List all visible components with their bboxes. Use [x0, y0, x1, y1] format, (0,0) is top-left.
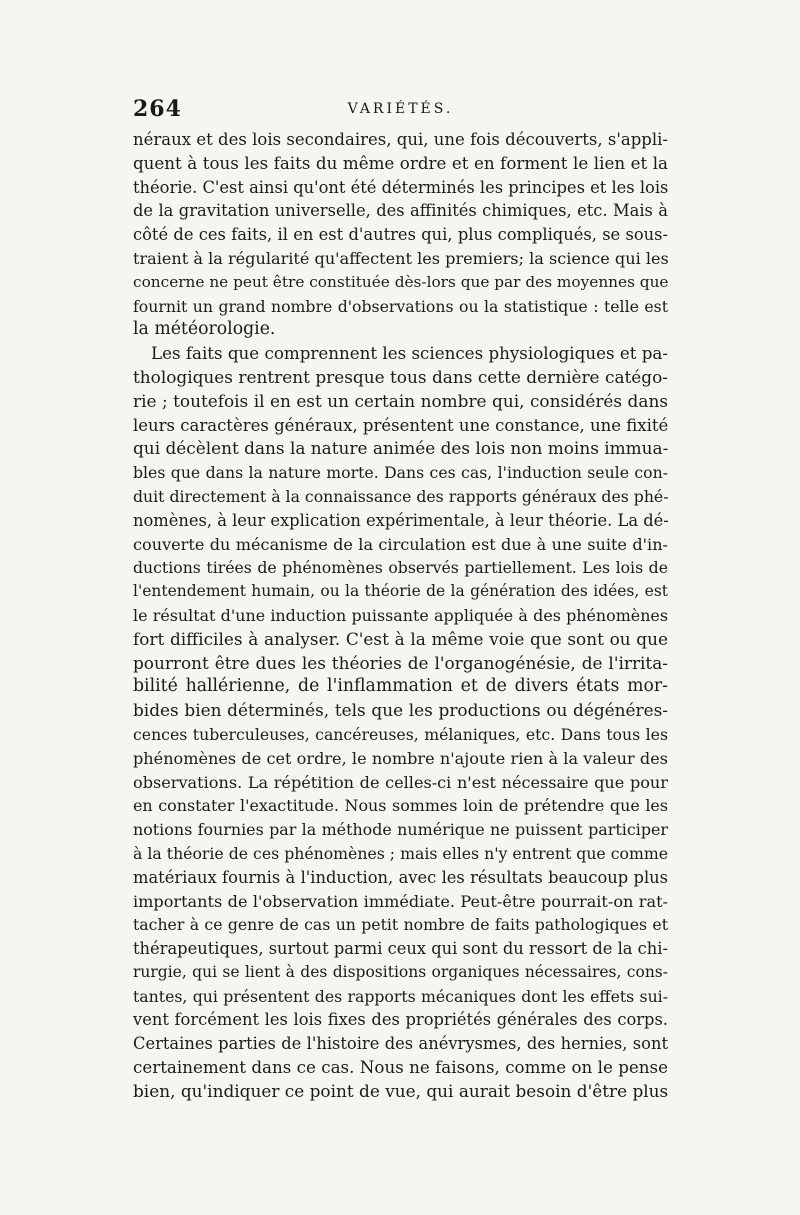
text-line: Certaines parties de l'histoire des anévrysmes, des hernies, sont	[133, 1034, 668, 1054]
text-line: leurs caractères généraux, présentent une constance, une fixité	[133, 415, 669, 435]
text-line: Les faits que comprennent les sciences physiologiques et pa-	[151, 343, 668, 364]
text-line: importants de l'observation immédiate. Peut-être pourrait-on rat-	[133, 891, 668, 911]
text-line: le résultat d'une induction puissante appliquée à des phénomènes	[133, 605, 668, 625]
page-header	[133, 96, 668, 126]
text-line: tantes, qui présentent des rapports mécaniques dont les effets sui-	[133, 986, 668, 1006]
text-line: bilité hallérienne, de l'inflammation et de divers états mor-	[133, 676, 668, 697]
text-line: de la gravitation universelle, des affinités chimiques, etc. Mais à	[133, 201, 668, 221]
text-line: thologiques rentrent presque tous dans cette dernière catégo-	[133, 366, 668, 387]
text-line: tacher à ce genre de cas un petit nombre de faits pathologiques et	[133, 915, 668, 935]
text-line: thérapeutiques, surtout parmi ceux qui sont du ressort de la chi-	[133, 939, 668, 959]
text-line: observations. La répétition de celles-ci n'est nécessaire que pour	[133, 772, 668, 792]
text-line: fournit un grand nombre d'observations ou la statistique : telle est	[133, 296, 668, 316]
text-line: ductions tirées de phénomènes observés partiellement. Les lois de	[133, 558, 668, 578]
text-line: phénomènes de cet ordre, le nombre n'ajoute rien à la valeur des	[133, 748, 668, 768]
text-line: l'entendement humain, ou la théorie de la génération des idées, est	[133, 582, 668, 601]
running-head: VARIÉTÉS.	[347, 101, 454, 117]
body-text	[133, 128, 668, 1104]
text-line: duit directement à la connaissance des rapports généraux des phé-	[133, 486, 669, 506]
text-line: notions fournies par la méthode numérique ne puissent participer	[133, 820, 668, 840]
text-line: bien, qu'indiquer ce point de vue, qui aurait besoin d'être plus	[133, 1080, 669, 1101]
text-line: cences tuberculeuses, cancéreuses, mélaniques, etc. Dans tous les	[133, 724, 668, 744]
text-line: concerne ne peut être constituée dès-lors que par des moyennes que	[133, 272, 669, 291]
text-line: certainement dans ce cas. Nous ne faisons, comme on le pense	[133, 1057, 668, 1078]
text-line: rie ; toutefois il en est un certain nombre qui, considérés dans	[133, 390, 668, 411]
text-line: bides bien déterminés, tels que les productions ou dégénéres-	[133, 700, 668, 721]
text-line: la météorologie.	[133, 319, 276, 340]
text-line: à la théorie de ces phénomènes ; mais elles n'y entrent que comme	[133, 843, 668, 863]
text-line: en constater l'exactitude. Nous sommes loin de prétendre que les	[133, 796, 668, 816]
text-line: pourront être dues les théories de l'organogénésie, de l'irrita-	[133, 652, 668, 673]
text-line: côté de ces faits, il en est d'autres qui, plus compliqués, se sous-	[133, 225, 668, 245]
text-line: théorie. C'est ainsi qu'ont été déterminés les principes et les lois	[133, 177, 669, 197]
text-line: traient à la régularité qu'affectent les premiers; la science qui les	[133, 248, 669, 268]
text-line: qui décèlent dans la nature animée des lois non moins immua-	[133, 438, 669, 459]
text-line: fort difficiles à analyser. C'est à la même voie que sont ou que	[133, 628, 668, 649]
text-line: néraux et des lois secondaires, qui, une fois découverts, s'appli-	[133, 130, 668, 149]
text-line: nomènes, à leur explication expérimentale, à leur théorie. La dé-	[133, 510, 669, 530]
text-line: vent forcément les lois fixes des propriétés générales des corps.	[133, 1010, 668, 1030]
page-number: 264	[133, 96, 182, 122]
paragraph-2	[133, 342, 668, 1104]
text-line: quent à tous les faits du même ordre et en forment le lien et la	[133, 152, 668, 173]
text-line: couverte du mécanisme de la circulation est due à une suite d'in-	[133, 534, 668, 554]
paragraph-1	[133, 128, 668, 342]
text-line: rurgie, qui se lient à des dispositions organiques nécessaires, cons-	[133, 962, 668, 981]
text-line: matériaux fournis à l'induction, avec les résultats beaucoup plus	[133, 867, 668, 887]
text-line: bles que dans la nature morte. Dans ces cas, l'induction seule con-	[133, 463, 668, 483]
